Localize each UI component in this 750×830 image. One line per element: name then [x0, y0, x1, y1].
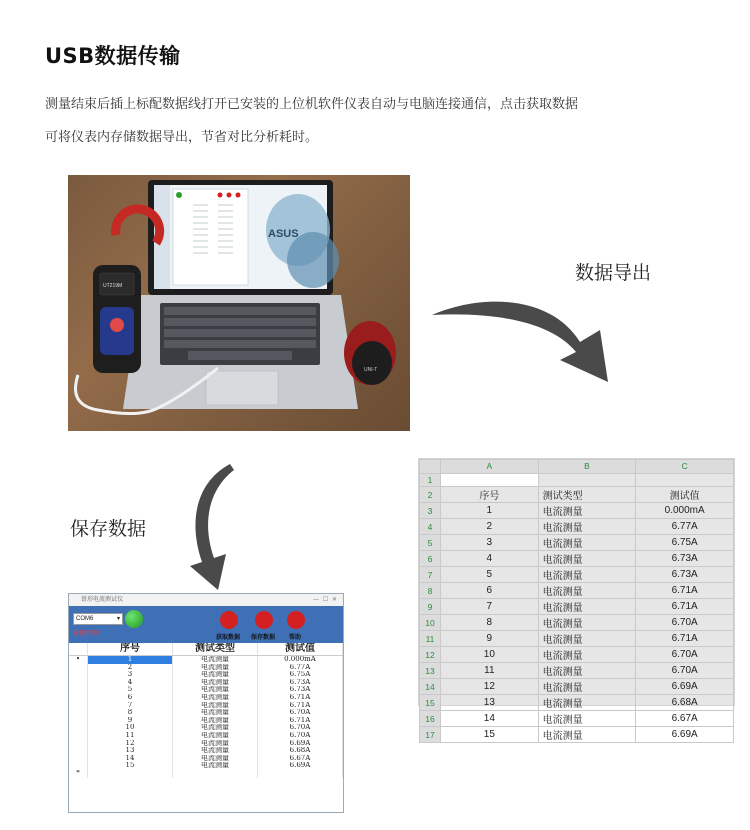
grid-row-indicator — [69, 717, 88, 725]
grid-row-indicator — [69, 664, 88, 672]
spreadsheet-cell: 序号 — [441, 487, 539, 503]
spreadsheet-cell: 6.75A — [636, 535, 734, 551]
grid-cell-value: 6.75A — [258, 671, 343, 679]
grid-cell-value: 6.67A — [258, 755, 343, 763]
spreadsheet-cell: 6.67A — [636, 711, 734, 727]
spreadsheet-cell: 6.70A — [636, 663, 734, 679]
spreadsheet-cell: 测试类型 — [538, 487, 636, 503]
row-number: 12 — [420, 647, 441, 663]
spreadsheet-cell: 11 — [441, 663, 539, 679]
grid-new-row[interactable] — [69, 770, 343, 778]
spreadsheet-cell — [538, 473, 636, 487]
row-number: 13 — [420, 663, 441, 679]
spreadsheet-row — [420, 695, 734, 711]
spreadsheet-cell: 电流测量 — [538, 567, 636, 583]
spreadsheet-table — [419, 459, 734, 743]
spreadsheet-cell: 电流测量 — [538, 663, 636, 679]
grid-row-indicator — [69, 671, 88, 679]
spreadsheet-cell: 6 — [441, 583, 539, 599]
grid-row-indicator — [69, 740, 88, 748]
grid-row-indicator — [69, 686, 88, 694]
grid-cell-value: 0.000mA — [258, 656, 343, 664]
grid-row[interactable] — [69, 755, 343, 763]
connection-status-icon — [125, 610, 143, 628]
grid-row-indicator — [69, 709, 88, 717]
spreadsheet-cell: 14 — [441, 711, 539, 727]
grid-row[interactable] — [69, 740, 343, 748]
spreadsheet-cell: 测试值 — [636, 487, 734, 503]
grid-cell-type: 电流测量 — [173, 755, 258, 763]
grid-cell-type: 电流测量 — [173, 702, 258, 710]
row-number: 14 — [420, 679, 441, 695]
spreadsheet-cell — [441, 473, 539, 487]
spreadsheet-cell: 电流测量 — [538, 503, 636, 519]
grid-cell-value: 6.71A — [258, 702, 343, 710]
spreadsheet-cell: 6.70A — [636, 615, 734, 631]
grid-cell-type: 电流测量 — [173, 686, 258, 694]
grid-header-type: 测试类型 — [173, 643, 258, 656]
spreadsheet-cell: 电流测量 — [538, 551, 636, 567]
grid-row[interactable] — [69, 664, 343, 672]
grid-cell-index: 7 — [88, 702, 173, 710]
save-data-icon[interactable] — [255, 611, 273, 629]
row-number: 2 — [420, 487, 441, 503]
toolbar — [69, 606, 343, 643]
grid-cell-index: 6 — [88, 694, 173, 702]
grid-row-indicator — [69, 679, 88, 687]
row-number: 11 — [420, 631, 441, 647]
grid-empty-cell — [258, 770, 343, 778]
grid-cell-index: 11 — [88, 732, 173, 740]
spreadsheet-cell: 2 — [441, 519, 539, 535]
spreadsheet-cell: 6.69A — [636, 727, 734, 743]
spreadsheet-row — [420, 631, 734, 647]
spreadsheet-cell: 电流测量 — [538, 583, 636, 599]
grid-cell-value: 6.70A — [258, 732, 343, 740]
grid-cell-type: 电流测量 — [173, 762, 258, 770]
spreadsheet-cell: 6.71A — [636, 583, 734, 599]
photo-illustration — [68, 175, 410, 431]
spreadsheet-cell: 6.71A — [636, 599, 734, 615]
spreadsheet-row — [420, 679, 734, 695]
grid-cell-type: 电流测量 — [173, 679, 258, 687]
spreadsheet-cell: 1 — [441, 503, 539, 519]
spreadsheet-cell: 6.73A — [636, 551, 734, 567]
grid-row-indicator — [69, 747, 88, 755]
grid-row[interactable] — [69, 694, 343, 702]
grid-cell-index: 2 — [88, 664, 173, 672]
chevron-down-icon: ▾ — [116, 616, 120, 622]
spreadsheet-cell: 电流测量 — [538, 631, 636, 647]
fetch-data-button[interactable]: 获取数据 — [216, 634, 241, 641]
grid-cell-value: 6.71A — [258, 694, 343, 702]
grid-row-indicator: • — [69, 656, 88, 664]
row-number: 15 — [420, 695, 441, 711]
spreadsheet-cell: 4 — [441, 551, 539, 567]
grid-row-indicator — [69, 702, 88, 710]
grid-row[interactable] — [69, 686, 343, 694]
grid-row[interactable] — [69, 709, 343, 717]
grid-header-value: 测试值 — [258, 643, 343, 656]
spreadsheet-cell: 6.70A — [636, 647, 734, 663]
spreadsheet-cell: 13 — [441, 695, 539, 711]
software-window-mini — [173, 189, 248, 285]
grid-row[interactable] — [69, 762, 343, 770]
export-label: 数据导出 — [575, 262, 652, 284]
grid-cell-type: 电流测量 — [173, 694, 258, 702]
spreadsheet-cell: 电流测量 — [538, 615, 636, 631]
spreadsheet-cell: 电流测量 — [538, 679, 636, 695]
grid-row[interactable] — [69, 717, 343, 725]
spreadsheet-cell: 6.77A — [636, 519, 734, 535]
spreadsheet-row — [420, 599, 734, 615]
spreadsheet-cell: 9 — [441, 631, 539, 647]
row-number: 5 — [420, 535, 441, 551]
grid-cell-value: 6.70A — [258, 709, 343, 717]
spreadsheet-cell: 12 — [441, 679, 539, 695]
spreadsheet-row — [420, 567, 734, 583]
row-number: 6 — [420, 551, 441, 567]
grid-cell-index: 1 — [88, 656, 173, 664]
spreadsheet-cell: 8 — [441, 615, 539, 631]
help-icon[interactable] — [287, 611, 305, 629]
grid-cell-index: 13 — [88, 747, 173, 755]
data-grid — [69, 643, 343, 812]
spreadsheet-cell: 3 — [441, 535, 539, 551]
grid-cell-value: 6.68A — [258, 747, 343, 755]
spreadsheet-cell: 电流测量 — [538, 599, 636, 615]
grid-empty-cell — [173, 770, 258, 778]
grid-cell-index: 5 — [88, 686, 173, 694]
spreadsheet-row — [420, 727, 734, 743]
grid-row-indicator — [69, 694, 88, 702]
spreadsheet-row — [420, 473, 734, 487]
port-select[interactable] — [73, 613, 123, 625]
column-header-c: C — [636, 460, 734, 474]
grid-cell-index: 12 — [88, 740, 173, 748]
spreadsheet-row — [420, 663, 734, 679]
description-line-1: 测量结束后插上标配数据线打开已安装的上位机软件仪表自动与电脑连接通信，点击获取数据 — [45, 97, 579, 112]
grid-row-indicator-header — [69, 643, 88, 656]
spreadsheet-cell: 10 — [441, 647, 539, 663]
window-controls[interactable]: — ☐ ✕ — [312, 596, 337, 603]
help-button[interactable]: 帮助 — [289, 634, 302, 641]
spreadsheet-cell: 7 — [441, 599, 539, 615]
row-number: 1 — [420, 473, 441, 487]
spreadsheet-row — [420, 551, 734, 567]
grid-empty-cell — [88, 770, 173, 778]
row-number: 4 — [420, 519, 441, 535]
grid-row[interactable] — [69, 747, 343, 755]
description-line-2: 可将仪表内存储数据导出，节省对比分析耗时。 — [45, 130, 319, 145]
grid-cell-value: 6.73A — [258, 686, 343, 694]
spreadsheet-cell: 5 — [441, 567, 539, 583]
row-number: 16 — [420, 711, 441, 727]
spreadsheet-row — [420, 487, 734, 503]
grid-cell-index: 9 — [88, 717, 173, 725]
grid-row[interactable] — [69, 671, 343, 679]
laptop-brand-logo: ASUS — [268, 228, 299, 240]
port-select-value: COM6 — [76, 616, 94, 622]
grid-cell-value: 6.77A — [258, 664, 343, 672]
spreadsheet-cell — [636, 473, 734, 487]
grid-row-indicator — [69, 724, 88, 732]
grid-cell-index: 4 — [88, 679, 173, 687]
spreadsheet-cell: 0.000mA — [636, 503, 734, 519]
grid-cell-type: 电流测量 — [173, 656, 258, 664]
row-number: 8 — [420, 583, 441, 599]
spreadsheet-cell: 电流测量 — [538, 519, 636, 535]
grid-cell-value: 6.69A — [258, 740, 343, 748]
grid-cell-type: 电流测量 — [173, 709, 258, 717]
save-arrow-icon — [178, 462, 238, 592]
grid-cell-type: 电流测量 — [173, 724, 258, 732]
grid-cell-index: 8 — [88, 709, 173, 717]
corner-cell — [420, 460, 441, 474]
grid-cell-value: 6.69A — [258, 762, 343, 770]
spreadsheet-cell: 电流测量 — [538, 647, 636, 663]
column-header-a: A — [441, 460, 539, 474]
grid-cell-type: 电流测量 — [173, 732, 258, 740]
description — [45, 88, 715, 154]
grid-cell-index: 15 — [88, 762, 173, 770]
connection-status-text: 连接成功！ — [73, 631, 104, 637]
grid-cell-index: 14 — [88, 755, 173, 763]
spreadsheet-row — [420, 503, 734, 519]
grid-cell-type: 电流测量 — [173, 740, 258, 748]
export-arrow-icon — [430, 290, 620, 390]
spreadsheet-row — [420, 535, 734, 551]
column-header-b: B — [538, 460, 636, 474]
grid-header-index: 序号 — [88, 643, 173, 656]
data-grid-table — [69, 643, 343, 778]
spreadsheet-cell: 电流测量 — [538, 695, 636, 711]
window-titlebar — [69, 594, 343, 606]
spreadsheet-row — [420, 583, 734, 599]
grid-cell-value: 6.71A — [258, 717, 343, 725]
row-number: 17 — [420, 727, 441, 743]
grid-cell-index: 3 — [88, 671, 173, 679]
row-number: 7 — [420, 567, 441, 583]
grid-row[interactable] — [69, 724, 343, 732]
spreadsheet-cell: 15 — [441, 727, 539, 743]
grid-row[interactable] — [69, 732, 343, 740]
grid-cell-type: 电流测量 — [173, 717, 258, 725]
spreadsheet-row — [420, 647, 734, 663]
grid-row-indicator — [69, 762, 88, 770]
grid-cell-type: 电流测量 — [173, 671, 258, 679]
save-data-button[interactable]: 保存数据 — [251, 634, 276, 641]
row-number: 9 — [420, 599, 441, 615]
grid-row[interactable] — [69, 702, 343, 710]
grid-new-row-indicator: * — [69, 770, 88, 778]
row-number: 3 — [420, 503, 441, 519]
window-title: 钳形电流测试仪 — [81, 596, 124, 603]
grid-cell-type: 电流测量 — [173, 747, 258, 755]
grid-cell-value: 6.73A — [258, 679, 343, 687]
save-label: 保存数据 — [70, 518, 147, 540]
spreadsheet-row — [420, 711, 734, 727]
spreadsheet-row — [420, 519, 734, 535]
spreadsheet-cell: 电流测量 — [538, 727, 636, 743]
spreadsheet-row — [420, 615, 734, 631]
grid-row[interactable] — [69, 679, 343, 687]
section-title: USB数据传输 — [45, 44, 181, 68]
row-number: 10 — [420, 615, 441, 631]
fetch-data-icon[interactable] — [220, 611, 238, 629]
software-window — [68, 593, 344, 813]
mouse-brand-label: UNI-T — [364, 367, 378, 373]
grid-row-indicator — [69, 732, 88, 740]
spreadsheet-cell: 电流测量 — [538, 535, 636, 551]
touchpad — [206, 371, 278, 405]
spreadsheet-cell: 6.71A — [636, 631, 734, 647]
meter-model-label: UT219M — [103, 283, 123, 289]
grid-header-row — [69, 643, 343, 656]
spreadsheet-cell: 6.73A — [636, 567, 734, 583]
grid-cell-index: 10 — [88, 724, 173, 732]
spreadsheet-cell: 6.69A — [636, 679, 734, 695]
grid-cell-value: 6.70A — [258, 724, 343, 732]
spreadsheet-cell: 6.68A — [636, 695, 734, 711]
spreadsheet-cell: 电流测量 — [538, 711, 636, 727]
grid-row-indicator — [69, 755, 88, 763]
excel-spreadsheet — [418, 458, 735, 742]
product-photo — [68, 175, 410, 431]
grid-row[interactable] — [69, 656, 343, 664]
grid-cell-type: 电流测量 — [173, 664, 258, 672]
